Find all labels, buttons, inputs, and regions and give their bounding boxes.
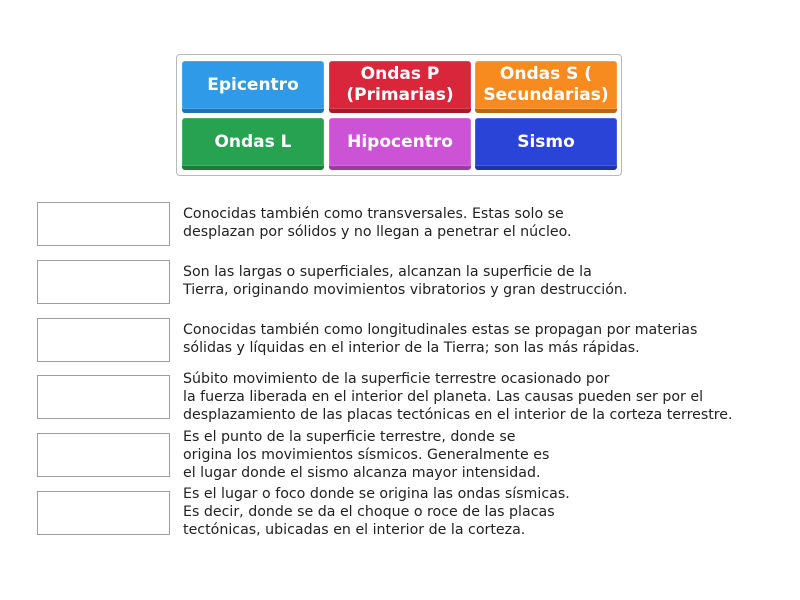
description-4: Súbito movimiento de la superficie terrestre ocasionado por la fuerza liberada en el interior del planeta. Las causas pueden ser por el desplazamiento de las placas tectónicas en el interior de la corteza terrestre.: [183, 371, 733, 423]
drop-slot-2[interactable]: [37, 260, 170, 304]
tile-ondas-p[interactable]: [329, 61, 471, 113]
tile-label: Ondas S ( Secundarias): [483, 64, 609, 105]
description-6: Es el lugar o foco donde se origina las ondas sísmicas. Es decir, donde se da el choque o roce de las placas tectónicas, ubicadas en el interior de la corteza.: [183, 486, 570, 538]
tile-ondas-s[interactable]: [475, 61, 617, 113]
tile-ondas-l[interactable]: [182, 118, 324, 170]
description-5: Es el punto de la superficie terrestre, donde se origina los movimientos sísmicos. Generalmente es el lugar donde el sismo alcanza mayor intensidad.: [183, 429, 550, 481]
tile-hipocentro[interactable]: [329, 118, 471, 170]
answer-tile-bank: [176, 54, 622, 176]
description-3: Conocidas también como longitudinales estas se propagan por materias sólidas y líquidas en el interior de la Tierra; son las más rápidas.: [183, 322, 698, 356]
tile-label: Sismo: [517, 131, 575, 152]
tile-epicentro[interactable]: [182, 61, 324, 113]
description-2: Son las largas o superficiales, alcanzan la superficie de la Tierra, originando movimientos vibratorios y gran destrucción.: [183, 264, 628, 298]
tile-label: Epicentro: [207, 74, 299, 95]
tile-label: Ondas P (Primarias): [346, 64, 454, 105]
drop-slot-1[interactable]: [37, 202, 170, 246]
tile-label: Hipocentro: [347, 131, 453, 152]
drop-slot-4[interactable]: [37, 375, 170, 419]
tile-sismo[interactable]: [475, 118, 617, 170]
drop-slot-6[interactable]: [37, 491, 170, 535]
drop-slot-5[interactable]: [37, 433, 170, 477]
drop-slot-3[interactable]: [37, 318, 170, 362]
description-1: Conocidas también como transversales. Estas solo se desplazan por sólidos y no llegan a penetrar el núcleo.: [183, 206, 572, 240]
tile-label: Ondas L: [214, 131, 292, 152]
